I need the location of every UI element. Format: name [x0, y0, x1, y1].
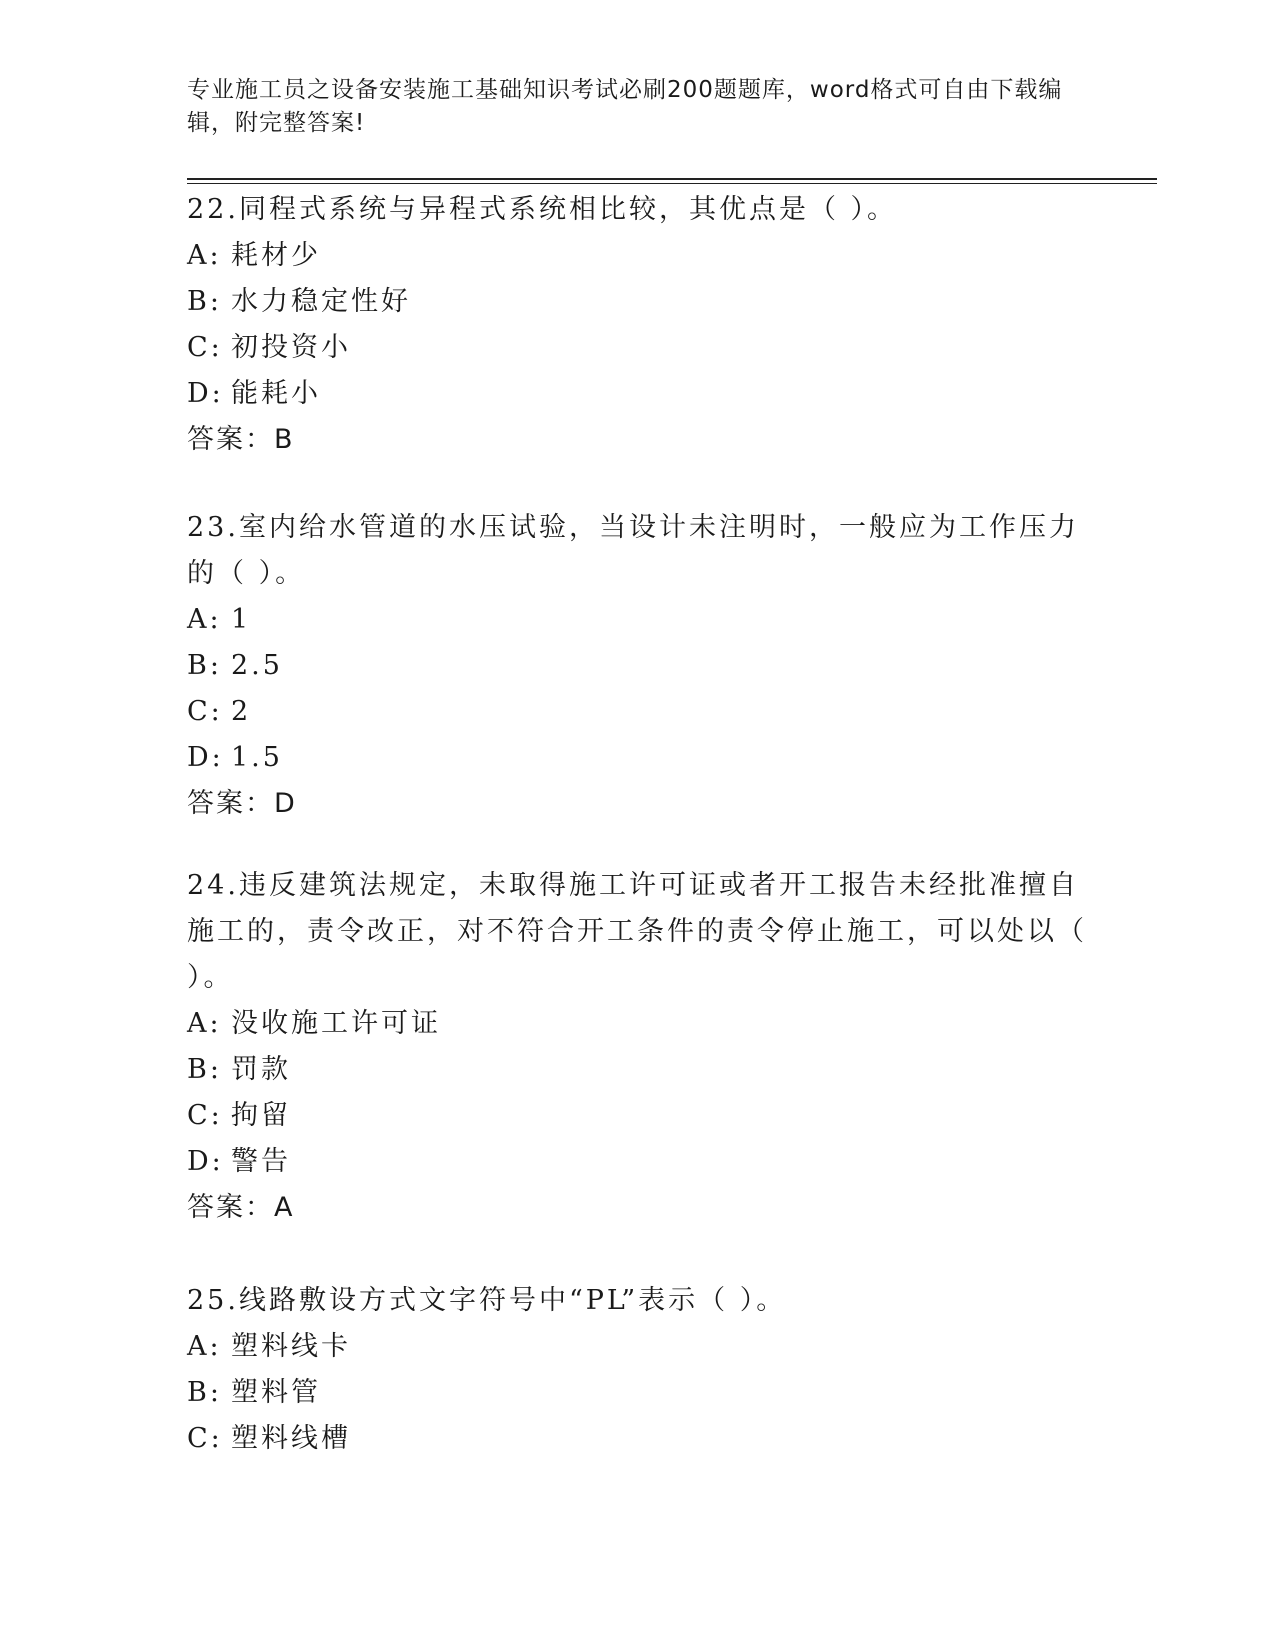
option-b [187, 1370, 1087, 1416]
option-label: C: [187, 696, 223, 727]
option-a [187, 597, 1087, 643]
document-title: 专业施工员之设备安装施工基础知识考试必刷200题题库，word格式可自由下载编辑，附完整答案! [187, 77, 1063, 136]
option-label: D: [187, 378, 224, 409]
option-text: 罚款 [231, 1054, 291, 1085]
option-label: A: [187, 1331, 222, 1362]
question-24 [187, 863, 1087, 1231]
option-a [187, 1001, 1087, 1047]
option-d [187, 735, 1087, 781]
option-text: 水力稳定性好 [231, 286, 411, 317]
option-label: B: [187, 1377, 222, 1408]
option-text: 耗材少 [231, 240, 321, 271]
option-text: 2 [231, 696, 252, 727]
question-text: 24.违反建筑法规定，未取得施工许可证或者开工报告未经批准擅自施工的，责令改正，对不符合开工条件的责令停止施工，可以处以（ ）。 [187, 870, 1087, 993]
option-label: B: [187, 286, 222, 317]
option-label: D: [187, 742, 224, 773]
option-c [187, 325, 1087, 371]
option-label: C: [187, 1423, 223, 1454]
option-label: D: [187, 1146, 224, 1177]
question-25 [187, 1278, 1087, 1462]
question-text: 23.室内给水管道的水压试验，当设计未注明时，一般应为工作压力的（ ）。 [187, 512, 1079, 589]
option-label: C: [187, 1100, 223, 1131]
question-text: 22.同程式系统与异程式系统相比较，其优点是（ ）。 [187, 194, 898, 225]
option-b [187, 1047, 1087, 1093]
option-c [187, 1093, 1087, 1139]
option-c [187, 689, 1087, 735]
question-text: 25.线路敷设方式文字符号中“PL”表示（ ）。 [187, 1285, 787, 1316]
option-text: 初投资小 [231, 332, 351, 363]
option-text: 1.5 [231, 742, 283, 773]
option-b [187, 279, 1087, 325]
option-d [187, 371, 1087, 417]
option-text: 能耗小 [231, 378, 321, 409]
option-a [187, 233, 1087, 279]
option-text: 没收施工许可证 [231, 1008, 441, 1039]
option-label: A: [187, 604, 222, 635]
option-text: 2.5 [231, 650, 283, 681]
option-label: A: [187, 240, 222, 271]
option-text: 塑料线卡 [231, 1331, 351, 1362]
option-label: B: [187, 650, 222, 681]
answer: 答案：A [187, 1192, 295, 1223]
option-text: 塑料管 [231, 1377, 321, 1408]
option-label: B: [187, 1054, 222, 1085]
option-b [187, 643, 1087, 689]
option-text: 塑料线槽 [231, 1423, 351, 1454]
header-divider [187, 178, 1157, 180]
answer: 答案：B [187, 424, 295, 455]
header-divider-thin [187, 183, 1157, 184]
option-text: 拘留 [231, 1100, 291, 1131]
option-d [187, 1139, 1087, 1185]
option-text: 1 [231, 604, 252, 635]
question-23 [187, 505, 1087, 827]
option-text: 警告 [231, 1146, 291, 1177]
question-22 [187, 187, 1087, 463]
option-a [187, 1324, 1087, 1370]
option-label: A: [187, 1008, 222, 1039]
option-label: C: [187, 332, 223, 363]
option-c [187, 1416, 1087, 1462]
answer: 答案：D [187, 788, 297, 819]
